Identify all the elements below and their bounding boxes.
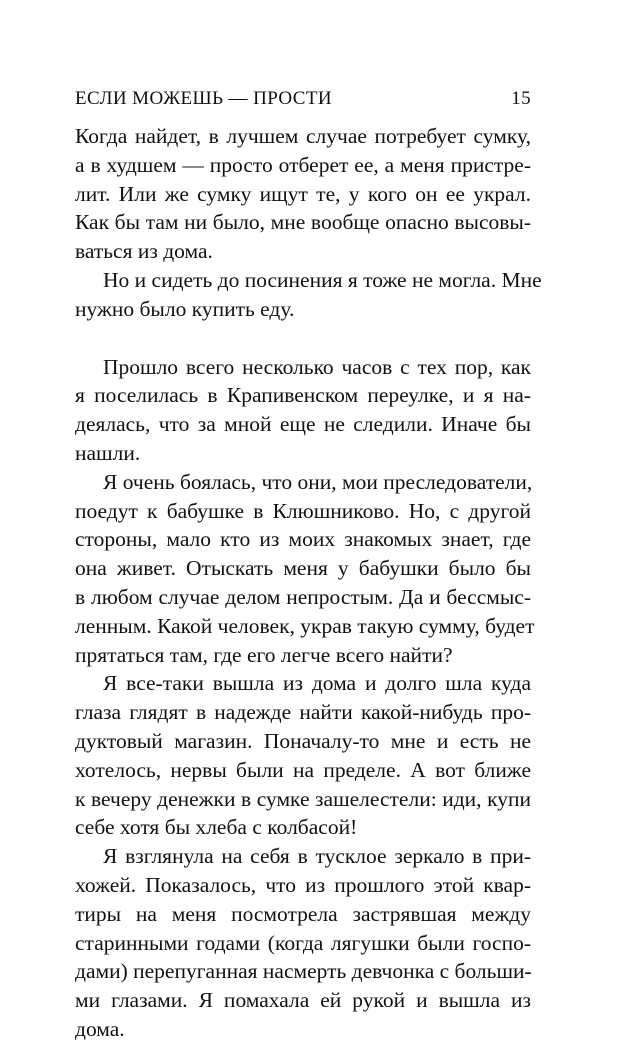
text-line: Я все-таки вышла из дома и долго шла куда: [103, 671, 531, 696]
text-line: к вечеру денежки в сумке зашелестели: иди, купи: [75, 786, 531, 811]
text-line: себе хотя бы хлеба с колбасой!: [75, 815, 358, 840]
text-line: Как бы там ни было, мне вообще опасно высовы-: [75, 210, 531, 235]
text-line: нужно было купить еду.: [75, 296, 295, 321]
text-line: ленным. Какой человек, украв такую сумму, будет: [75, 613, 535, 638]
text-line: Но и сидеть до посинения я тоже не могла. Мне: [103, 267, 542, 292]
text-line: дами) перепуганная насмерть девчонка с больши-: [75, 959, 532, 984]
running-title: ЕСЛИ МОЖЕШЬ — ПРОСТИ: [75, 88, 332, 109]
text-line: ми глазами. Я помахала ей рукой и вышла из: [75, 988, 531, 1013]
text-line: Когда найдет, в лучшем случае потребует сумку,: [75, 124, 531, 148]
text-line: дома.: [75, 1016, 125, 1041]
text-line: Прошло всего несколько часов с тех пор, как: [103, 354, 531, 379]
section-gap: [75, 324, 531, 353]
page-number: 15: [511, 88, 531, 109]
text-line: прятаться там, где его легче всего найти?: [75, 642, 453, 667]
text-line: поедут к бабушке в Клюшниково. Но, с другой: [75, 498, 531, 523]
text-line: я поселилась в Крапивенском переулке, и я на-: [75, 383, 531, 408]
text-line: лит. Или же сумку ищут те, у кого он ее украл.: [75, 181, 531, 206]
text-line: Я очень боялась, что они, мои преследователи,: [103, 469, 533, 494]
book-page: [75, 88, 542, 1044]
text-line: хотелось, нервы были на пределе. А вот ближе: [75, 757, 531, 782]
text-line: ваться из дома.: [75, 239, 213, 264]
text-line: Я взглянула на себя в тусклое зеркало в при-: [103, 844, 531, 869]
text-line: тиры на меня посмотрела застрявшая между: [75, 901, 531, 926]
text-line: в любом случае делом непростым. Да и бессмыс-: [75, 584, 531, 609]
text-line: а в худшем — просто отберет ее, а меня пристре-: [75, 152, 531, 177]
body-text: [75, 122, 542, 1044]
running-head: [75, 88, 531, 122]
text-line: дуктовый магазин. Поначалу-то мне и есть не: [75, 728, 531, 753]
text-line: хожей. Показалось, что из прошлого этой квар-: [75, 872, 531, 897]
text-line: нашли.: [75, 440, 141, 465]
text-line: деялась, что за мной еще не следили. Иначе бы: [75, 412, 531, 437]
text-line: старинными годами (когда лягушки были госпо-: [75, 930, 531, 955]
text-line: стороны, мало кто из моих знакомых знает, где: [75, 527, 531, 552]
text-line: она живет. Отыскать меня у бабушки было бы: [75, 556, 531, 581]
text-line: глаза глядят в надежде найти какой-нибудь про-: [75, 700, 531, 725]
